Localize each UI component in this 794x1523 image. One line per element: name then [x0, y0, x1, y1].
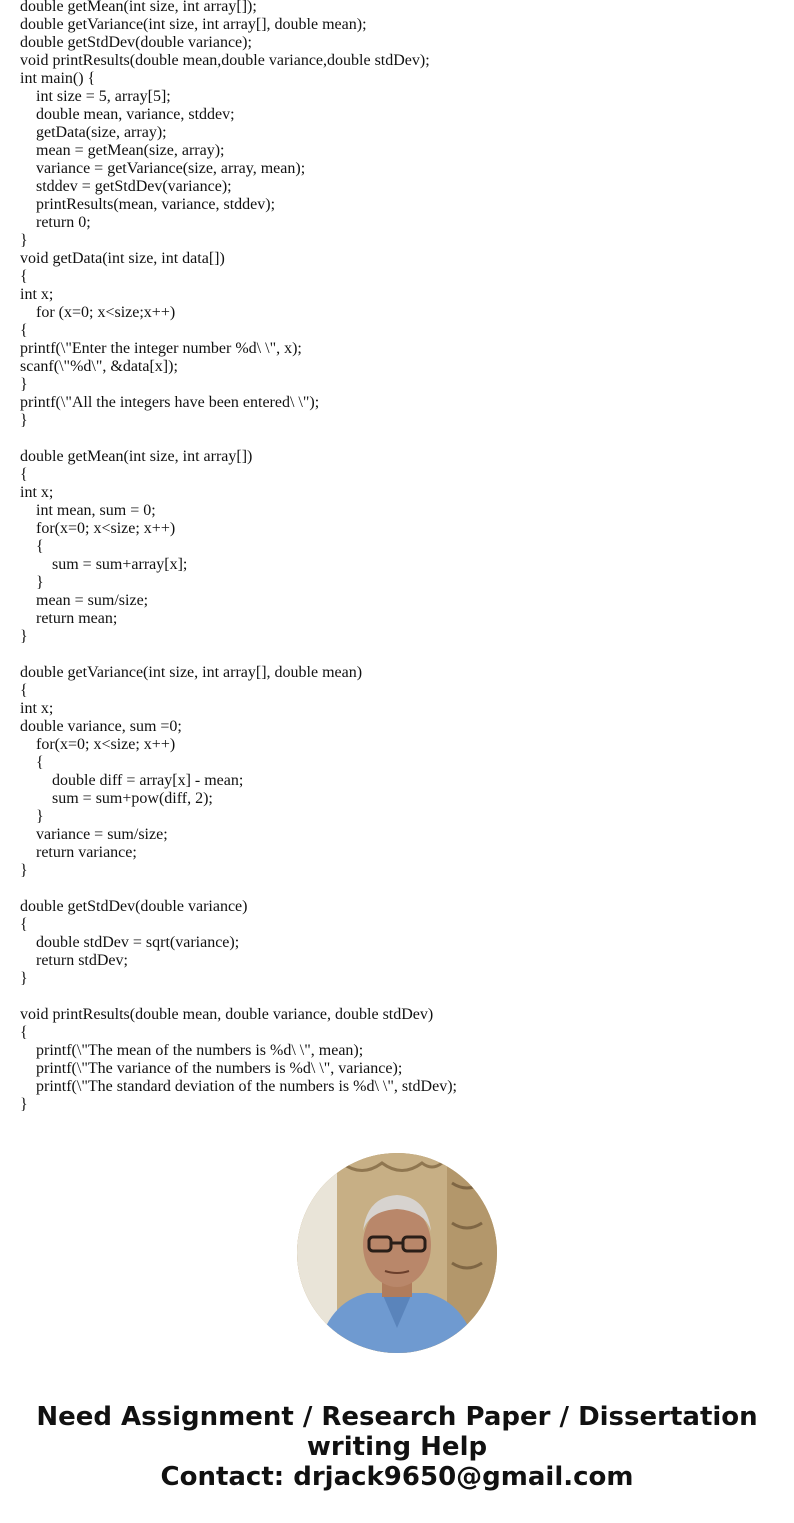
code-line: int x;: [20, 286, 54, 303]
code-line: {: [20, 916, 28, 933]
code-line: {: [20, 268, 28, 285]
portrait-illustration: [297, 1153, 497, 1353]
code-line: double getVariance(int size, int array[], double mean): [20, 664, 363, 681]
code-line: printf(\"The variance of the numbers is %d\ \", variance);: [20, 1060, 403, 1077]
code-line: }: [20, 970, 28, 987]
code-line: {: [20, 466, 28, 483]
code-line: sum = sum+array[x];: [20, 556, 188, 573]
code-line: int x;: [20, 700, 54, 717]
code-line: printf(\"The mean of the numbers is %d\ \", mean);: [20, 1042, 364, 1059]
code-line: double getStdDev(double variance): [20, 898, 248, 915]
code-line: double getMean(int size, int array[]);: [20, 0, 257, 15]
code-line: int size = 5, array[5];: [20, 88, 171, 105]
code-line: sum = sum+pow(diff, 2);: [20, 790, 213, 807]
code-line: [20, 430, 780, 448]
author-avatar: [297, 1153, 497, 1353]
code-line: }: [20, 232, 28, 249]
code-line: double getVariance(int size, int array[], double mean);: [20, 16, 367, 33]
code-line: getData(size, array);: [20, 124, 167, 141]
code-line: for(x=0; x<size; x++): [20, 520, 176, 537]
promo-contact: Contact: drjack9650@gmail.com: [160, 1462, 634, 1492]
code-line: mean = getMean(size, array);: [20, 142, 225, 159]
code-line: return 0;: [20, 214, 91, 231]
code-line: int main() {: [20, 70, 96, 87]
code-line: }: [20, 808, 44, 825]
code-line: for(x=0; x<size; x++): [20, 736, 176, 753]
code-line: {: [20, 682, 28, 699]
code-line: void printResults(double mean,double variance,double stdDev);: [20, 52, 430, 69]
code-line: double mean, variance, stddev;: [20, 106, 235, 123]
code-line: printf(\"The standard deviation of the numbers is %d\ \", stdDev);: [20, 1078, 457, 1095]
code-listing: [20, 0, 780, 1114]
code-line: }: [20, 376, 28, 393]
code-line: {: [20, 538, 44, 555]
code-line: printResults(mean, variance, stddev);: [20, 196, 276, 213]
code-line: }: [20, 412, 28, 429]
code-line: double getStdDev(double variance);: [20, 34, 252, 51]
code-line: int x;: [20, 484, 54, 501]
code-line: mean = sum/size;: [20, 592, 149, 609]
code-line: double stdDev = sqrt(variance);: [20, 934, 240, 951]
code-line: double variance, sum =0;: [20, 718, 182, 735]
code-line: return mean;: [20, 610, 118, 627]
code-line: {: [20, 1024, 28, 1041]
code-line: scanf(\"%d\", &data[x]);: [20, 358, 178, 375]
code-line: double diff = array[x] - mean;: [20, 772, 244, 789]
code-line: int mean, sum = 0;: [20, 502, 156, 519]
code-line: {: [20, 754, 44, 771]
code-line: for (x=0; x<size;x++): [20, 304, 176, 321]
code-line: return stdDev;: [20, 952, 128, 969]
promo-headline: Need Assignment / Research Paper / Dissertation writing Help: [36, 1402, 758, 1462]
promo-banner: [0, 1402, 794, 1492]
code-line: [20, 988, 780, 1006]
code-line: printf(\"All the integers have been entered\ \");: [20, 394, 320, 411]
code-line: void printResults(double mean, double variance, double stdDev): [20, 1006, 434, 1023]
code-line: printf(\"Enter the integer number %d\ \", x);: [20, 340, 302, 357]
code-line: variance = getVariance(size, array, mean);: [20, 160, 306, 177]
code-line: [20, 646, 780, 664]
code-line: }: [20, 628, 28, 645]
code-line: double getMean(int size, int array[]): [20, 448, 253, 465]
code-line: }: [20, 862, 28, 879]
code-line: }: [20, 1096, 28, 1113]
code-line: void getData(int size, int data[]): [20, 250, 225, 267]
code-line: {: [20, 322, 28, 339]
code-line: [20, 880, 780, 898]
code-line: return variance;: [20, 844, 137, 861]
code-line: variance = sum/size;: [20, 826, 168, 843]
code-line: }: [20, 574, 44, 591]
code-line: stddev = getStdDev(variance);: [20, 178, 232, 195]
